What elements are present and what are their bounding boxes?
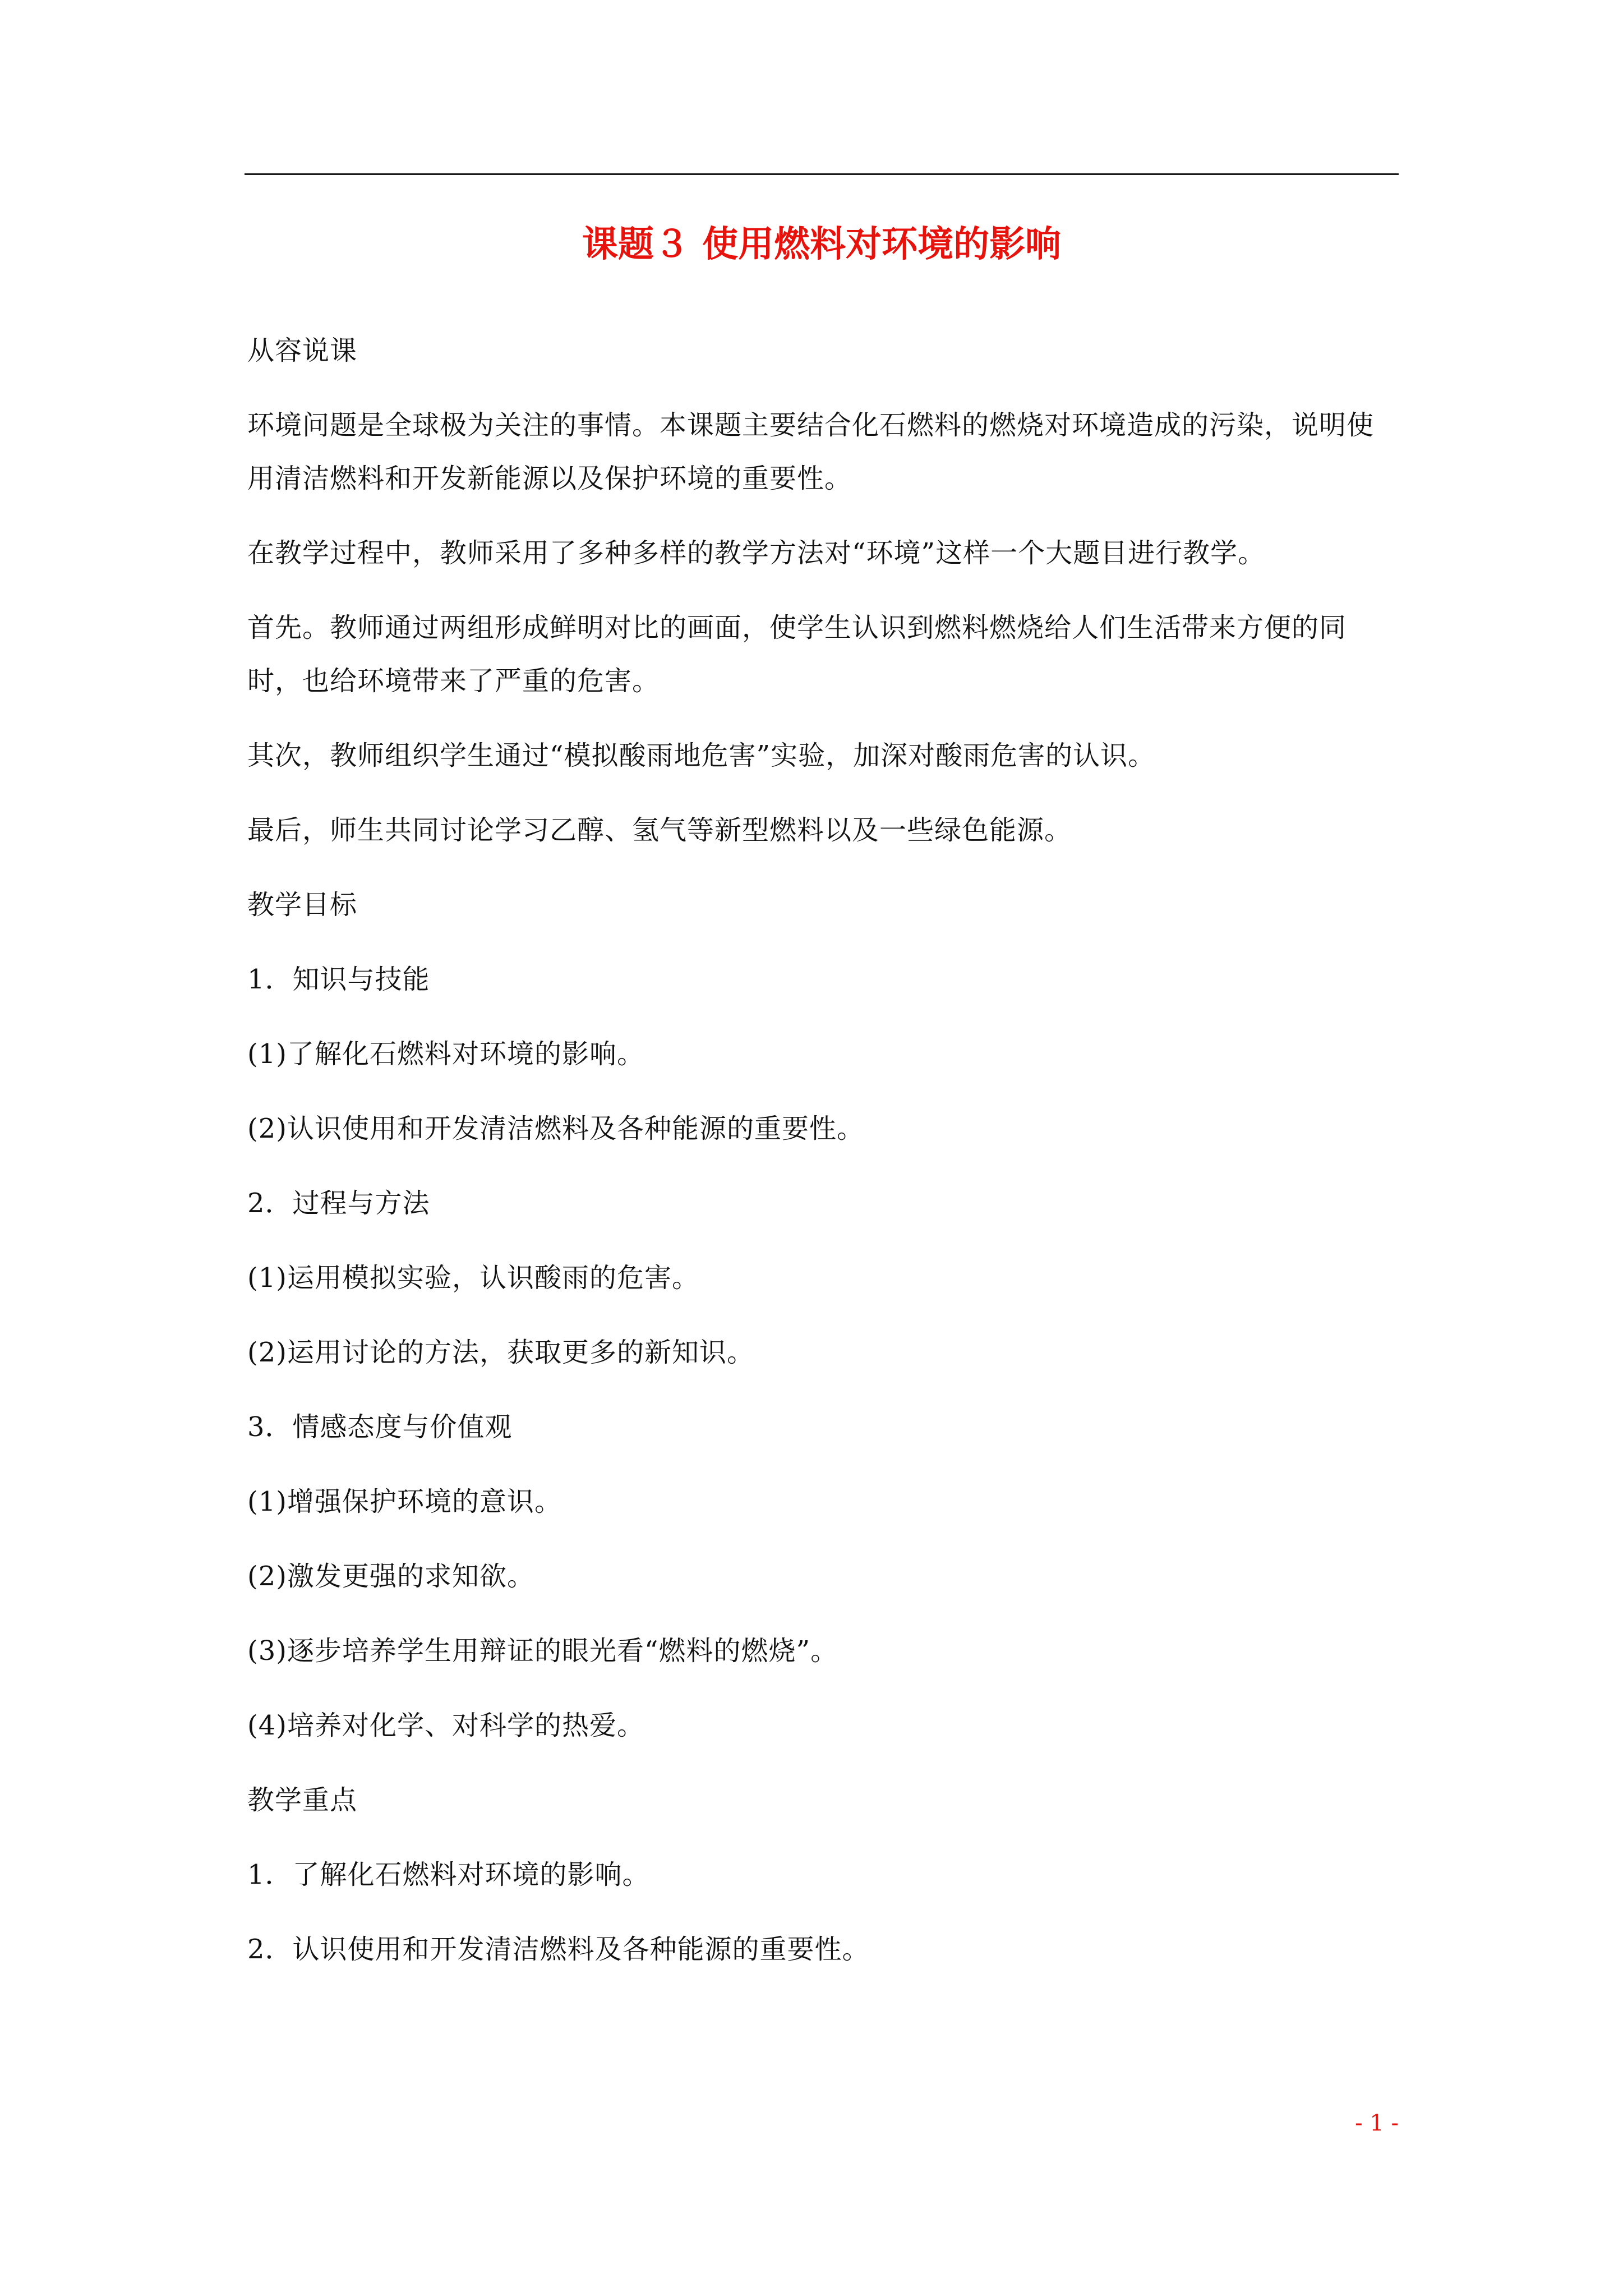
list-item: (4)培养对化学、对科学的热爱。 xyxy=(247,1710,644,1741)
paragraph: 环境问题是全球极为关注的事情。本课题主要结合化石燃料的燃烧对环境造成的污染，说明使用清洁燃料和开发新能源以及保护环境的重要性。 xyxy=(247,409,1375,494)
paragraph: 在教学过程中，教师采用了多种多样的教学方法对“环境”这样一个大题目进行教学。 xyxy=(247,537,1266,569)
page-number: - 1 - xyxy=(1355,2110,1399,2136)
list-item: (2)运用讨论的方法，获取更多的新知识。 xyxy=(247,1337,754,1368)
list-heading: 1．知识与技能 xyxy=(247,964,430,995)
paragraph: 首先。教师通过两组形成鲜明对比的画面，使学生认识到燃料燃烧给人们生活带来方便的同时，也给环境带来了严重的危害。 xyxy=(247,612,1347,697)
list-item: 1．了解化石燃料对环境的影响。 xyxy=(247,1859,650,1890)
header-rule xyxy=(245,173,1399,175)
list-item: (1)了解化石燃料对环境的影响。 xyxy=(247,1038,644,1070)
section-heading: 从容说课 xyxy=(247,335,358,366)
document-body xyxy=(247,324,1399,1998)
document-title: 课题３ 使用燃料对环境的影响 xyxy=(582,223,1062,265)
section-heading: 教学目标 xyxy=(247,889,358,921)
paragraph: 最后，师生共同讨论学习乙醇、氢气等新型燃料以及一些绿色能源。 xyxy=(247,815,1072,846)
list-item: (2)认识使用和开发清洁燃料及各种能源的重要性。 xyxy=(247,1113,864,1144)
list-item: (1)增强保护环境的意识。 xyxy=(247,1486,562,1517)
list-item: 2．认识使用和开发清洁燃料及各种能源的重要性。 xyxy=(247,1934,870,1965)
list-heading: 3．情感态度与价值观 xyxy=(247,1411,513,1443)
paragraph: 其次，教师组织学生通过“模拟酸雨地危害”实验，加深对酸雨危害的认识。 xyxy=(247,740,1156,771)
list-heading: 2．过程与方法 xyxy=(247,1188,430,1219)
list-item: (3)逐步培养学生用辩证的眼光看“燃料的燃烧”。 xyxy=(247,1635,838,1667)
list-item: (1)运用模拟实验，认识酸雨的危害。 xyxy=(247,1262,699,1294)
list-item: (2)激发更强的求知欲。 xyxy=(247,1561,534,1592)
section-heading: 教学重点 xyxy=(247,1784,358,1816)
